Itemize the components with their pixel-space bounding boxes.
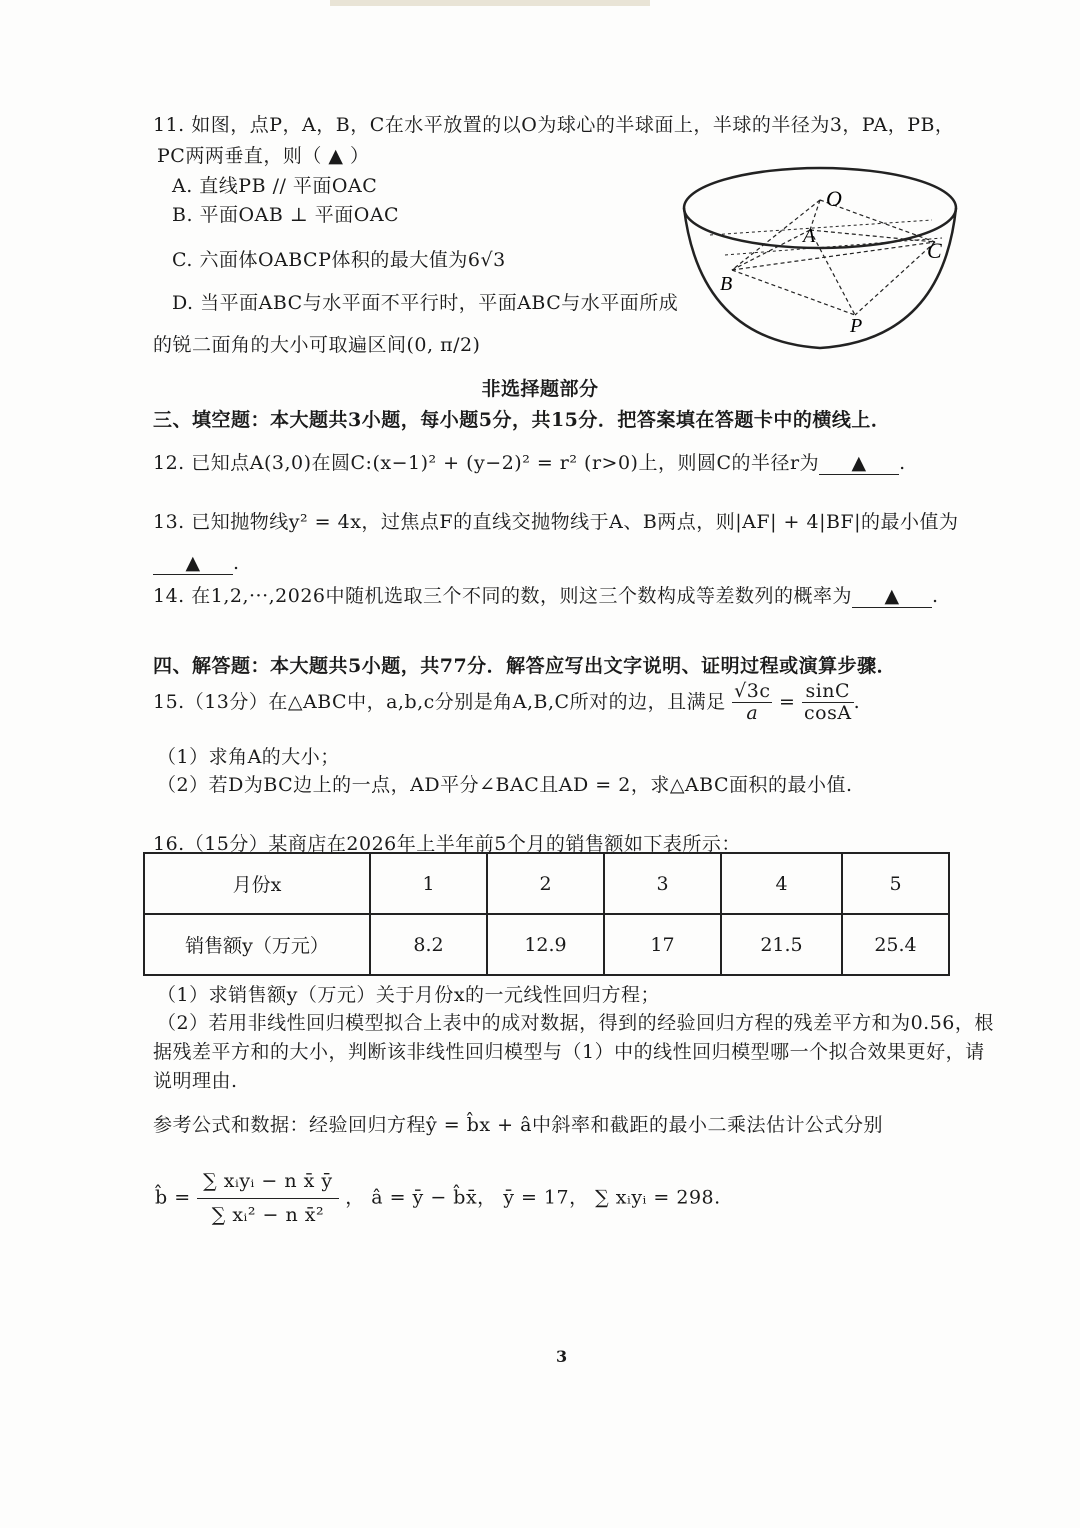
q11-option-b: B. 平面OAB ⊥ 平面OAC <box>172 204 400 226</box>
q12-answer-blank[interactable]: ▲ <box>819 452 899 475</box>
q15-part2: （2）若D为BC边上的一点，AD平分∠BAC且AD = 2，求△ABC面积的最小值. <box>157 774 853 796</box>
table-header-cell: 月份x <box>144 853 370 914</box>
q15-part1: （1）求角A的大小； <box>157 746 340 768</box>
table-cell: 21.5 <box>721 914 842 975</box>
q11-stem-line1: 11. 如图，点P，A，B，C在水平放置的以O为球心的半球面上，半球的半径为3，PA，PB， <box>153 114 955 136</box>
table-cell: 销售额y（万元） <box>144 914 370 975</box>
q13-blank-line: ▲ . <box>153 552 240 575</box>
table-cell: 17 <box>604 914 721 975</box>
table-header-cell: 2 <box>487 853 604 914</box>
regression-formula: b̂ = $\frac{\text{∑ xᵢyᵢ − n x̄ ȳ}}{\text{∑ xᵢ² − n x̄²}}$ ， â = ȳ − b̂x̄， ȳ = 17， ∑ xᵢyᵢ = 298. <box>155 1165 721 1232</box>
q11-option-d-line1: D. 当平面ABC与水平面不平行时，平面ABC与水平面所成 <box>172 292 679 314</box>
section-title: 非选择题部分 <box>481 378 599 400</box>
q16-part2-line3: 说明理由. <box>153 1070 238 1092</box>
q16-part2-line2: 据残差平方和的大小，判断该非线性回归模型与（1）中的线性回归模型哪一个拟合效果更好，请 <box>153 1041 985 1063</box>
page-number: 3 <box>556 1347 568 1366</box>
table-header-cell: 3 <box>604 853 721 914</box>
q16-reference: 参考公式和数据：经验回归方程ŷ = b̂x + â中斜率和截距的最小二乘法估计公式分别 <box>153 1114 883 1136</box>
table-cell: 8.2 <box>370 914 487 975</box>
q11-option-c: C. 六面体OABCP体积的最大值为6√3 <box>172 249 506 271</box>
sales-table <box>143 852 950 976</box>
scan-top-strip <box>330 0 650 6</box>
table-row <box>144 853 949 914</box>
label-b: B <box>720 273 733 295</box>
table-row <box>144 914 949 975</box>
q13-answer-blank[interactable]: ▲ <box>153 552 233 575</box>
table-cell: 25.4 <box>842 914 949 975</box>
q14-answer-blank[interactable]: ▲ <box>852 585 932 608</box>
table-cell: 12.9 <box>487 914 604 975</box>
q14-text: 14. 在1,2,···,2026中随机选取三个不同的数，则这三个数构成等差数列的概率为 <box>153 585 853 607</box>
q11-option-a: A. 直线PB // 平面OAC <box>172 175 378 197</box>
label-p: P <box>850 315 863 337</box>
q12-text: 12. 已知点A(3,0)在圆C:(x−1)² + (y−2)² = r² (r>0)上，则圆C的半径r为 <box>153 452 820 474</box>
q15-fraction-right: $\frac{\sin C}{\cos A}$ <box>804 680 852 724</box>
bowl-rim <box>684 168 956 248</box>
q13-text: 13. 已知抛物线y² = 4x，过焦点F的直线交抛物线于A、B两点，则|AF| + 4|BF|的最小值为 <box>153 511 959 533</box>
label-a: A <box>803 225 816 247</box>
slope-fraction: $\frac{\text{∑ xᵢyᵢ − n x̄ ȳ}}{\text{∑ xᵢ² − n x̄²}}$ <box>197 1165 338 1232</box>
label-o: O <box>826 186 842 211</box>
q15-stem: 15.（13分）在△ABC中，a,b,c分别是角A,B,C所对的边，且满足 $\frac{√3c}{a}$ = $\frac{\sin C}{\cos A}$ . <box>153 680 861 724</box>
q16-part2-line1: （2）若用非线性回归模型拟合上表中的成对数据，得到的经验回归方程的残差平方和为0.56，根 <box>157 1012 994 1034</box>
table-header-cell: 1 <box>370 853 487 914</box>
table-header-cell: 5 <box>842 853 949 914</box>
hemisphere-figure <box>680 150 970 360</box>
q16-stem: 16.（15分）某商店在2026年上半年前5个月的销售额如下表所示： <box>153 833 741 855</box>
table-header-cell: 4 <box>721 853 842 914</box>
part3-title: 三、填空题：本大题共3小题，每小题5分，共15分．把答案填在答题卡中的横线上． <box>153 409 891 431</box>
q12: 12. 已知点A(3,0)在圆C:(x−1)² + (y−2)² = r² (r>0)上，则圆C的半径r为 ▲ . <box>153 452 906 474</box>
q11-stem-line2: PC两两垂直，则（ ▲ ） <box>157 145 370 167</box>
q11-option-d-line2: 的锐二面角的大小可取遍区间(0, π/2) <box>153 334 481 356</box>
part4-title: 四、解答题：本大题共5小题，共77分．解答应写出文字说明、证明过程或演算步骤． <box>153 655 897 677</box>
q14: 14. 在1,2,···,2026中随机选取三个不同的数，则这三个数构成等差数列的概率为 ▲ . <box>153 585 939 607</box>
q15-fraction-left: $\frac{√3c}{a}$ <box>734 680 771 724</box>
q16-part1: （1）求销售额y（万元）关于月份x的一元线性回归方程； <box>157 984 661 1006</box>
label-c: C <box>927 238 942 263</box>
